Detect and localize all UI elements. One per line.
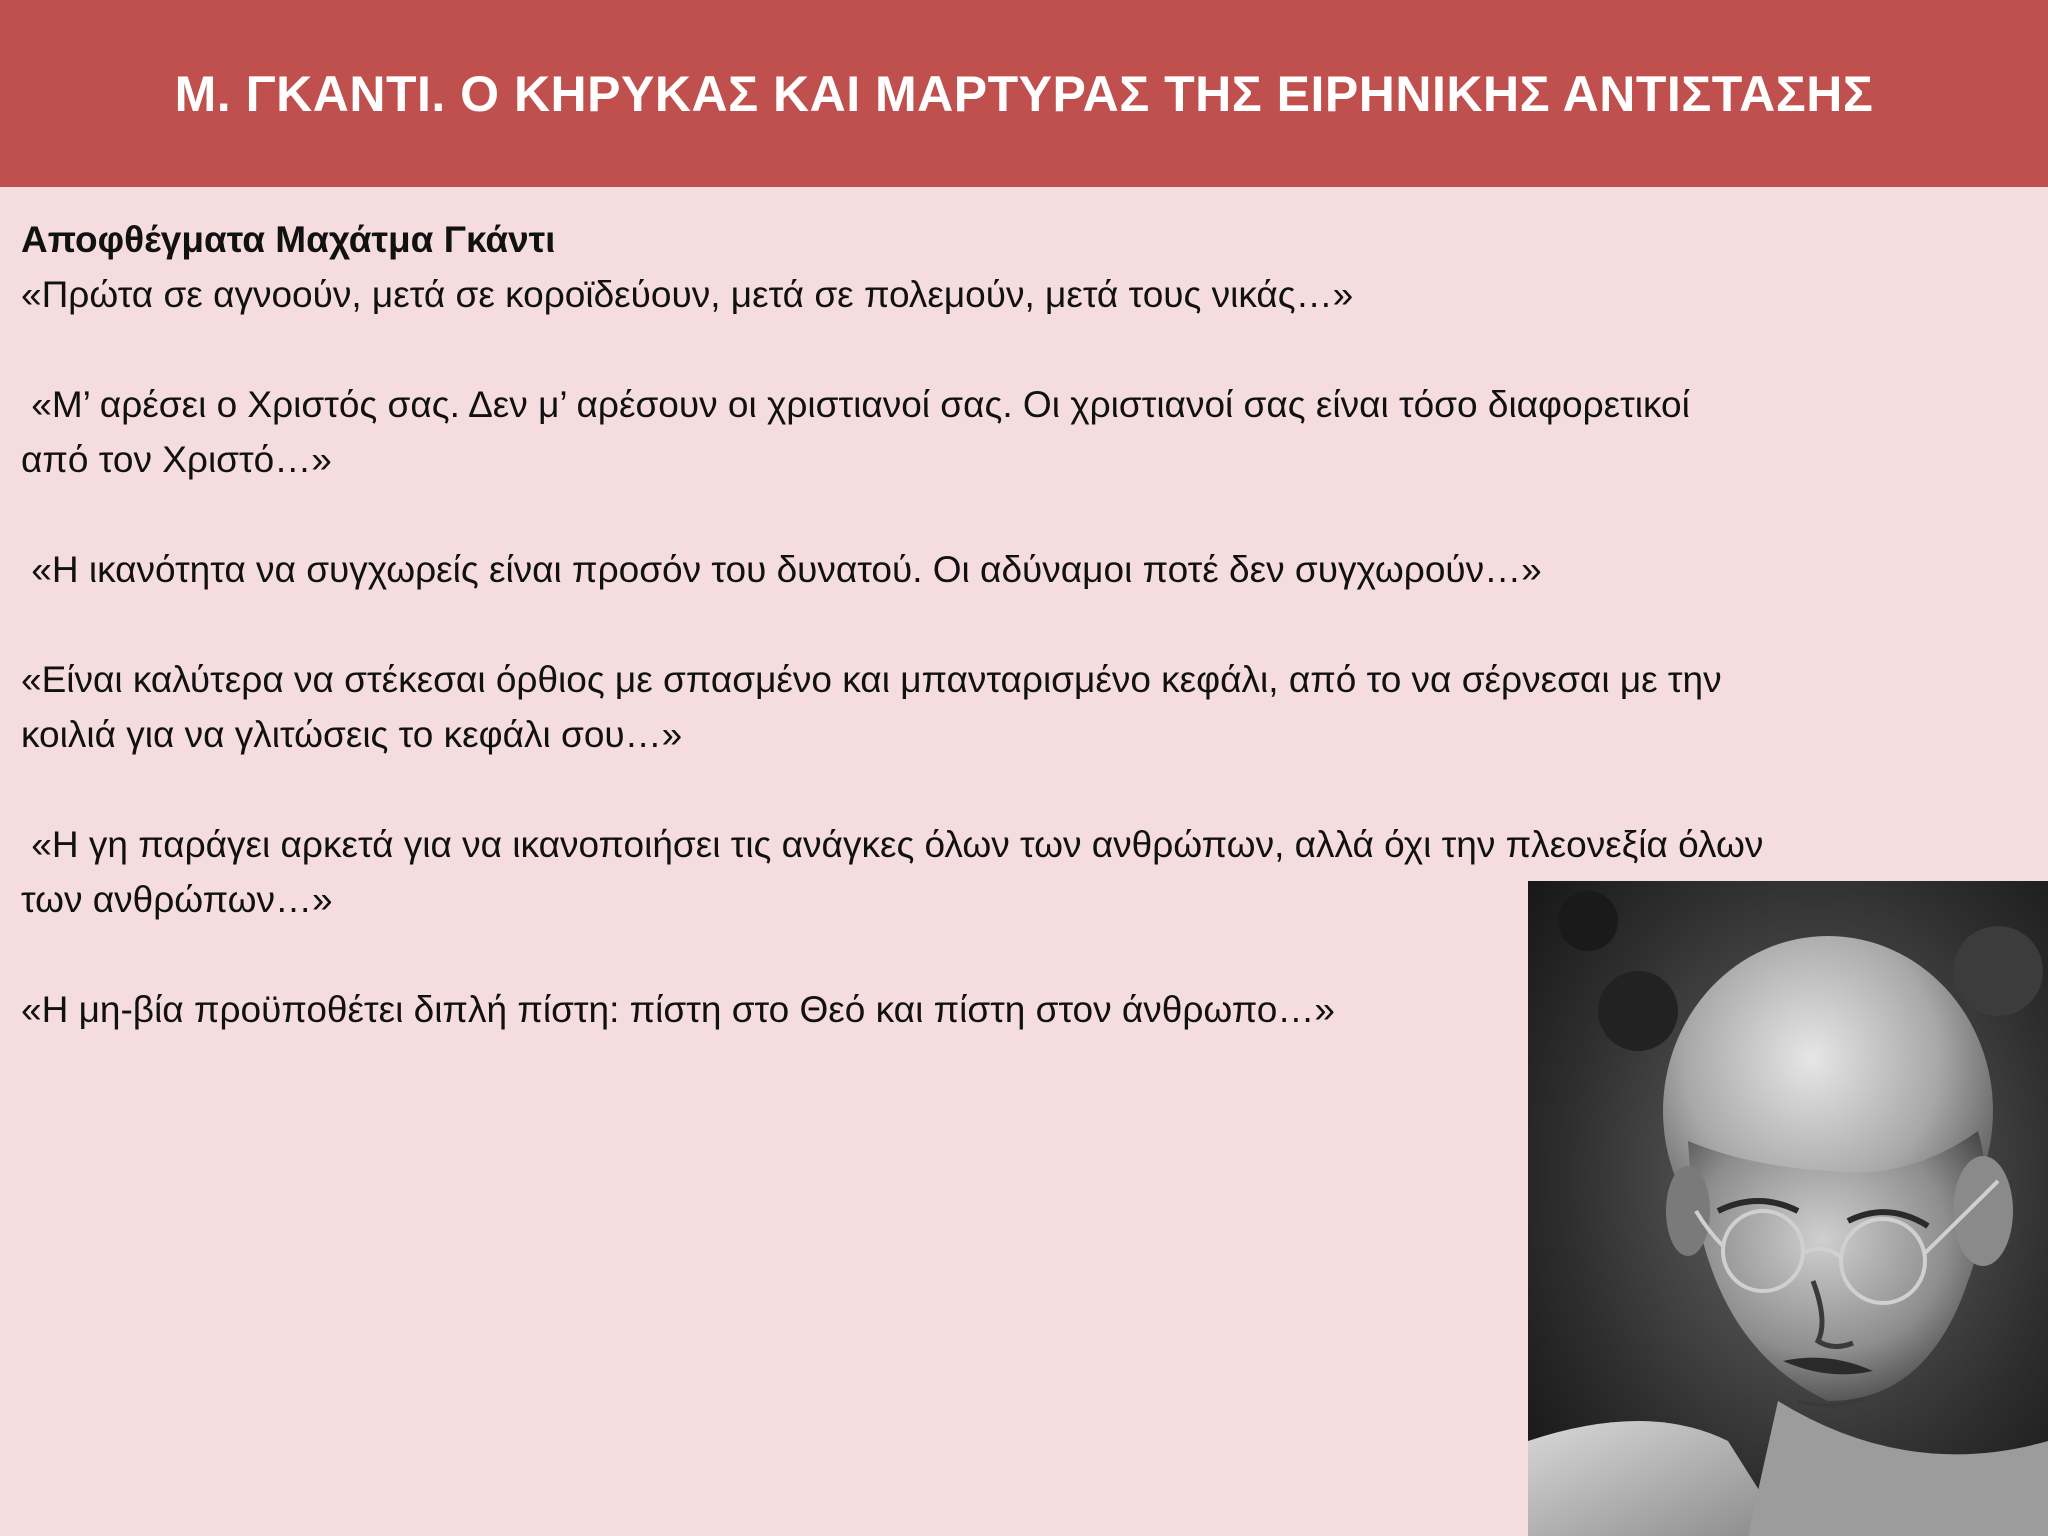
gandhi-portrait-photo [1528, 881, 2048, 1536]
quote-6: «Η μη-βία προϋποθέτει διπλή πίστη: πίστη στο Θεό και πίστη στον άνθρωπο…» [21, 989, 1335, 1030]
quote-4-line-1: «Είναι καλύτερα να στέκεσαι όρθιος με σπασμένο και μπανταρισμένο κεφάλι, από το να σέρνεσαι με την [21, 659, 1722, 700]
portrait-image [1528, 881, 2048, 1536]
quote-2-line-2: από τον Χριστό…» [21, 439, 332, 480]
paragraph-gap [21, 322, 2021, 377]
quote-4-line-2: κοιλιά για να γλιτώσεις το κεφάλι σου…» [21, 714, 683, 755]
paragraph-gap [21, 762, 2021, 817]
paragraph-gap [21, 597, 2021, 652]
quote-5-line-2: των ανθρώπων…» [21, 879, 333, 920]
title-bar [0, 0, 2048, 187]
quote-2-line-1: «Μ’ αρέσει ο Χριστός σας. Δεν μ’ αρέσουν οι χριστιανοί σας. Οι χριστιανοί σας είναι τόσο διαφορετικοί [21, 384, 1690, 425]
quote-5-line-1: «Η γη παράγει αρκετά για να ικανοποιήσει τις ανάγκες όλων των ανθρώπων, αλλά όχι την πλεονεξία όλων [21, 824, 1764, 865]
paragraph-gap [21, 487, 2021, 542]
quote-3: «Η ικανότητα να συγχωρείς είναι προσόν του δυνατού. Οι αδύναμοι ποτέ δεν συγχωρούν…» [21, 549, 1542, 590]
slide-title: Μ. ΓΚΑΝΤΙ. Ο ΚΗΡΥΚΑΣ ΚΑΙ ΜΑΡΤΥΡΑΣ ΤΗΣ ΕΙΡΗΝΙΚΗΣ ΑΝΤΙΣΤΑΣΗΣ [174, 65, 1874, 122]
quotes-heading: Αποφθέγματα Μαχάτμα Γκάντι [21, 219, 556, 260]
quote-1: «Πρώτα σε αγνοούν, μετά σε κοροϊδεύουν, μετά σε πολεμούν, μετά τους νικάς…» [21, 274, 1354, 315]
